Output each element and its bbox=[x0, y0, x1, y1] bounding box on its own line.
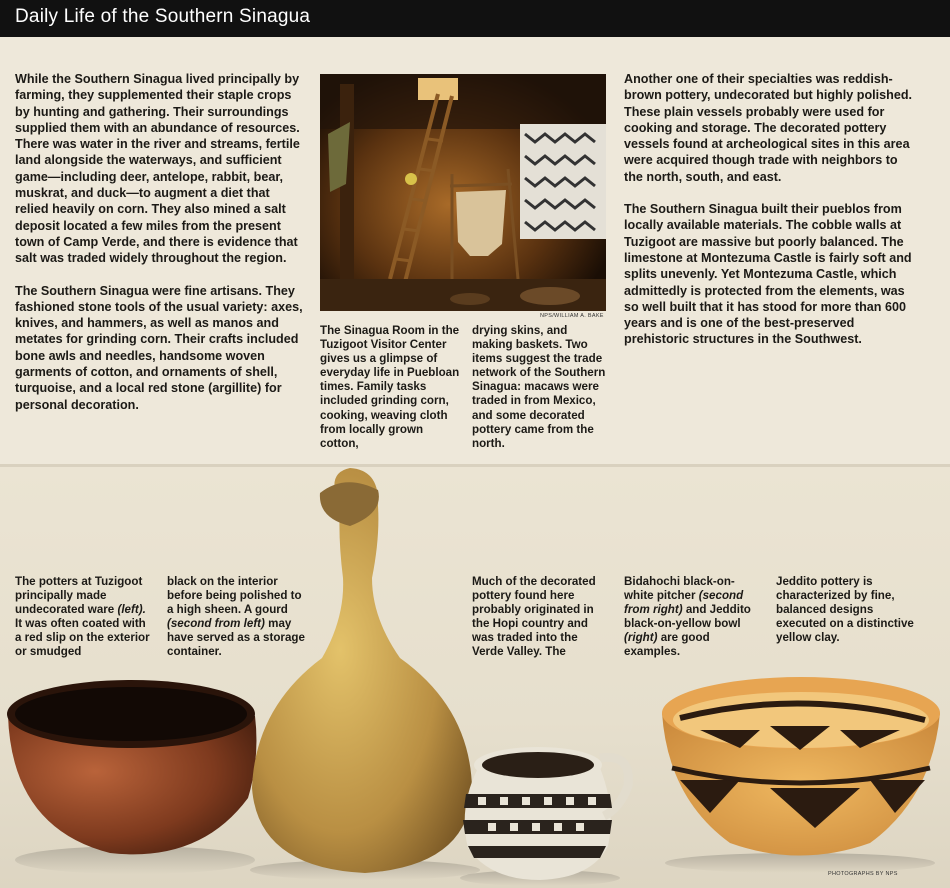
caption-gourd: black on the interior before being polished to a high sheen. A gourd (second from left) may have served as a storage container. bbox=[167, 575, 305, 659]
artisans-paragraph: The Southern Sinagua were fine artisans. They fashioned stone tools of the usual variety: axes, knives, and hammers, as well as manos and metates for grinding corn. Their crafts included bone awls and needles, handsome woven garments of cotton, and ornaments of shell, turquoise, and a local red stone (argillite) for personal decoration. bbox=[15, 283, 303, 412]
caption-plain-ware: The potters at Tuzigoot principally made undecorated ware (left). It was often coated with a red slip on the exterior or smudged bbox=[15, 575, 150, 659]
caption-hopi-trade: Much of the decorated pottery found here probably originated in the Hopi country and was traded into the Verde Valley. The bbox=[472, 575, 596, 659]
intro-column bbox=[15, 71, 305, 429]
black-on-yellow-bowl bbox=[662, 677, 940, 873]
black-on-white-pitcher bbox=[460, 747, 628, 886]
sinagua-room-photo bbox=[320, 74, 606, 311]
caption-pitcher-bowl: Bidahochi black-on-white pitcher (second from right) and Jeddito black-on-yellow bowl (right) are good examples. bbox=[624, 575, 751, 659]
title-bar bbox=[0, 0, 950, 37]
pottery-paragraph: Another one of their specialties was reddish-brown pottery, undecorated but highly polished. These plain vessels probably were used for cooking and storage. The decorated pottery vessels found at archeological sites in this area were acquired though trade with neighbors to the north, south, and east. bbox=[624, 72, 913, 184]
room-caption-right: drying skins, and making baskets. Two items suggest the trade network of the Southern Sinagua: macaws were traded in from Mexico, and some decorated pottery came from the north. bbox=[472, 324, 606, 450]
photo-credit: NPS/WILLIAM A. BAKE bbox=[540, 313, 604, 319]
intro-paragraph: While the Southern Sinagua lived principally by farming, they supplemented their staple crops by hunting and gathering. Their surroundings supplied them with an abundance of resources. There was water in the river and streams, fertile land alongside the waterways, and sufficient game—including deer, antelope, rabbit, bear, muskrat, and duck—to augment a diet that relied heavily on corn. They also mined a salt deposit located a few miles from the present town of Camp Verde, and there is evidence that salt was traded widely throughout the region. bbox=[15, 72, 300, 266]
pottery-photo bbox=[0, 468, 950, 888]
page-title: Daily Life of the Southern Sinagua bbox=[15, 6, 311, 27]
caption-jeddito: Jeddito pottery is characterized by fine, balanced designs executed on a distinctive yellow clay. bbox=[776, 575, 914, 645]
right-column bbox=[624, 71, 916, 364]
photos-credit: PHOTOGRAPHS BY NPS bbox=[828, 871, 898, 877]
red-bowl bbox=[7, 680, 256, 874]
room-caption-left: The Sinagua Room in the Tuzigoot Visitor Center gives us a glimpse of everyday life in Puebloan times. Family tasks included grinding corn, cooking, weaving cloth from locally grown cotton, bbox=[320, 324, 460, 450]
gourd bbox=[250, 468, 480, 880]
pueblos-paragraph: The Southern Sinagua built their pueblos from locally available materials. The cobble walls at Tuzigoot are massive but poorly balanced. The limestone at Montezuma Castle is fairly soft and splits unevenly. Yet Montezuma Castle, which admittedly is protected from the elements, was so well built that it has stood for more than 600 years and is one of the best-preserved prehistoric structures in the Southwest. bbox=[624, 202, 912, 347]
